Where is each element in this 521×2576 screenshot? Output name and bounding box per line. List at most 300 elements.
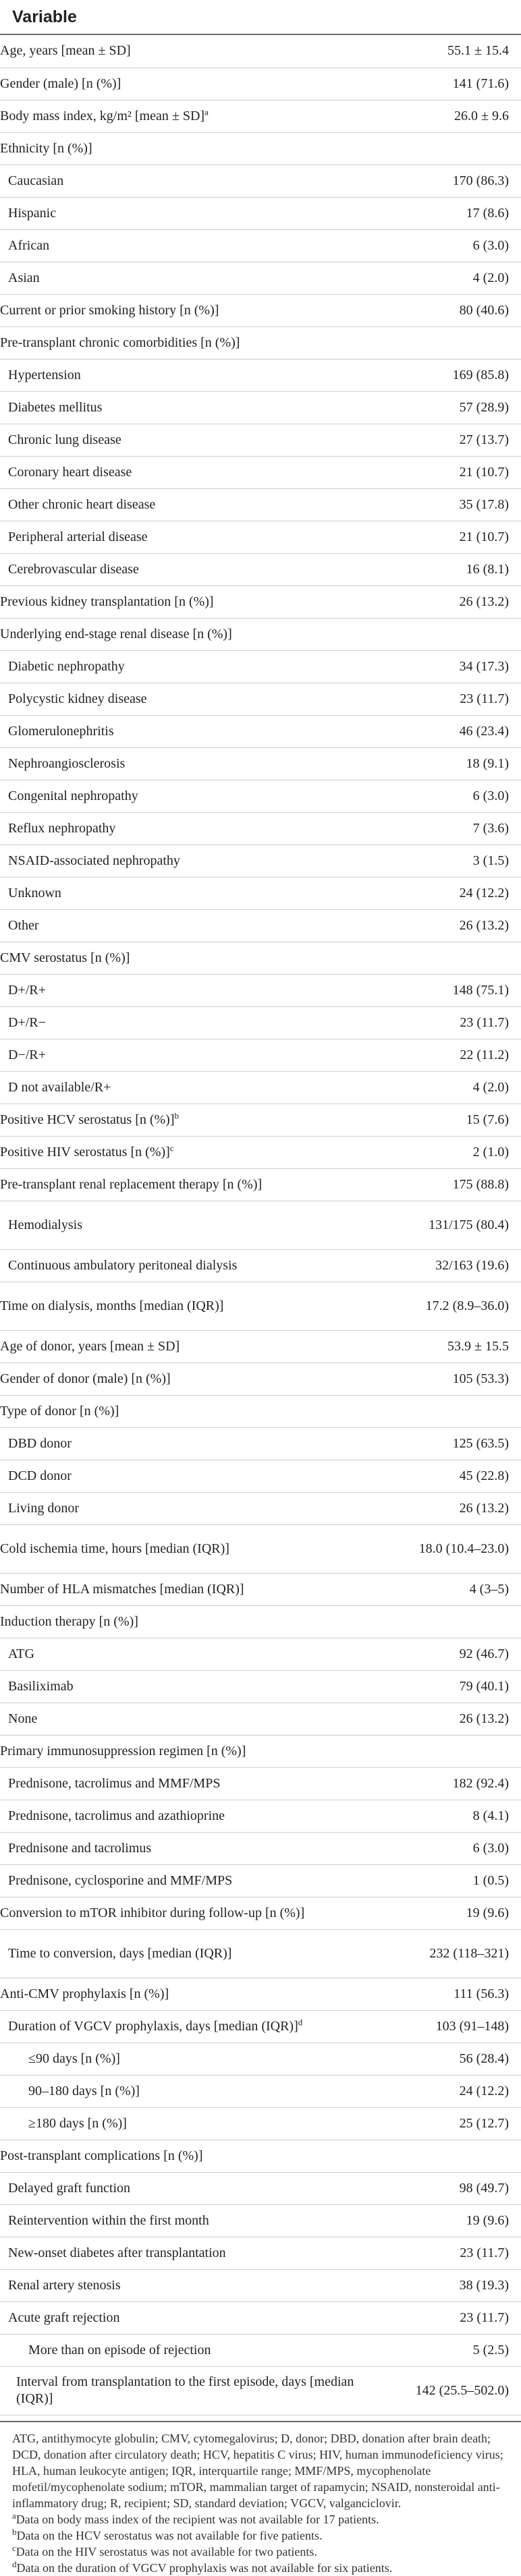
table-row (0, 1864, 521, 1897)
row-label (0, 909, 360, 942)
table-row (0, 715, 521, 747)
row-label-text: Gender (male) [n (%)] (0, 76, 121, 91)
row-label (0, 359, 360, 391)
row-value: 8 (4.1) (360, 1800, 521, 1832)
row-value (360, 132, 521, 165)
row-label (0, 2107, 360, 2140)
table-row (0, 197, 521, 229)
row-label-text: D+/R− (8, 1014, 46, 1030)
table-row (0, 1735, 521, 1767)
row-label (0, 2010, 360, 2042)
row-label-text: Renal artery stenosis (8, 2277, 121, 2293)
row-label-text: Asian (8, 270, 40, 285)
row-label-text: More than on episode of rejection (28, 2342, 211, 2357)
row-label (0, 974, 360, 1006)
row-value: 7 (3.6) (360, 812, 521, 845)
row-value: 92 (46.7) (360, 1638, 521, 1670)
row-value: 21 (10.7) (360, 521, 521, 553)
row-label-text: 90–180 days [n (%)] (28, 2083, 140, 2098)
row-label-text: Positive HCV serostatus [n (%)] (0, 1112, 175, 1127)
row-label (0, 877, 360, 909)
row-label (0, 2301, 360, 2334)
row-label (0, 1978, 360, 2010)
footnote-text: Data on the HCV serostatus was not available for five patients. (16, 2528, 323, 2542)
row-value (360, 618, 521, 650)
row-label-text: Peripheral arterial disease (8, 529, 148, 544)
row-label (0, 488, 360, 521)
row-label-text: Nephroangiosclerosis (8, 755, 126, 771)
abbreviations-note: ATG, antithymocyte globulin; CMV, cytomegalovirus; D, donor; DBD, donation after brain death; DCD, donation after circulatory death; HCV, hepatitis C virus; HIV, human immunodeficiency virus; HLA, human leukocyte antigen; IQR, interquartile range; MMF/MPS, mycophenolate mofetil/mycophenolate sodium; mTOR, mammalian target of rapamycin; NSAID, nonsteroidal anti-inflammatory drug; R, recipient; SD, standard deviation; VGCV, valganciclovir. (12, 2431, 503, 2510)
row-label (0, 585, 360, 618)
footnote (12, 2544, 509, 2560)
row-value (360, 326, 521, 359)
row-label (0, 2334, 360, 2366)
row-value: 169 (85.8) (360, 359, 521, 391)
table-row (0, 812, 521, 845)
row-label (0, 2140, 360, 2172)
row-label (0, 1201, 360, 1249)
table-row (0, 1978, 521, 2010)
row-value: 26 (13.2) (360, 1492, 521, 1524)
row-value (360, 1605, 521, 1638)
row-label-text: Other (8, 917, 39, 933)
row-value: 5 (2.5) (360, 2334, 521, 2366)
table-row (0, 618, 521, 650)
row-label (0, 1168, 360, 1201)
row-label (0, 683, 360, 715)
row-value: 3 (1.5) (360, 845, 521, 877)
table-row (0, 2140, 521, 2172)
row-label (0, 35, 360, 67)
table-row (0, 67, 521, 100)
table-row (0, 780, 521, 812)
table-row (0, 2237, 521, 2269)
row-label-text: Current or prior smoking history [n (%)] (0, 302, 219, 318)
table-row (0, 747, 521, 780)
table-row (0, 2366, 521, 2415)
table-row (0, 2172, 521, 2204)
row-label-text: Interval from transplantation to the first episode, days [median (IQR)] (16, 2374, 354, 2406)
table-row (0, 2269, 521, 2301)
row-label-text: Previous kidney transplantation [n (%)] (0, 594, 214, 609)
row-label-text: Living donor (8, 1500, 79, 1516)
row-value: 18 (9.1) (360, 747, 521, 780)
row-label (0, 424, 360, 456)
row-label-text: Prednisone, tacrolimus and azathioprine (8, 1808, 225, 1823)
row-label (0, 1492, 360, 1524)
row-value: 232 (118–321) (360, 1929, 521, 1978)
row-label-text: CMV serostatus [n (%)] (0, 950, 130, 965)
row-label-text: Age, years [mean ± SD] (0, 43, 131, 59)
row-value: 55.1 ± 15.4 (360, 35, 521, 67)
footnote-marker: b (174, 1110, 179, 1120)
table-row (0, 359, 521, 391)
table-row (0, 1071, 521, 1104)
table-row (0, 326, 521, 359)
row-label-text: Glomerulonephritis (8, 723, 114, 739)
table-row (0, 585, 521, 618)
table-row (0, 1330, 521, 1363)
row-label (0, 1800, 360, 1832)
row-value: 26 (13.2) (360, 909, 521, 942)
row-value: 23 (11.7) (360, 2237, 521, 2269)
table-row (0, 488, 521, 521)
table-row (0, 1039, 521, 1071)
table-row (0, 877, 521, 909)
row-label (0, 1897, 360, 1929)
table-row (0, 2010, 521, 2042)
row-label (0, 1071, 360, 1104)
row-value (360, 2140, 521, 2172)
row-label-text: Primary immunosuppression regimen [n (%)] (0, 1743, 246, 1758)
row-value: 26 (13.2) (360, 1702, 521, 1735)
table-row (0, 683, 521, 715)
row-label-text: Pre-transplant chronic comorbidities [n (%)] (0, 335, 240, 350)
row-label-text: ≤90 days [n (%)] (28, 2051, 120, 2066)
row-label (0, 618, 360, 650)
row-label (0, 132, 360, 165)
row-value: 170 (86.3) (360, 165, 521, 197)
table-row (0, 1897, 521, 1929)
row-value: 148 (75.1) (360, 974, 521, 1006)
row-label (0, 1524, 360, 1573)
table-body (0, 35, 521, 2415)
footnote-mark: d (12, 2558, 17, 2569)
row-value: 35 (17.8) (360, 488, 521, 521)
footnote-marker: d (298, 2016, 303, 2027)
row-label-text: Number of HLA mismatches [median (IQR)] (0, 1581, 244, 1597)
row-label-text: D+/R+ (8, 982, 46, 998)
footnote (12, 2527, 509, 2544)
table-row (0, 2334, 521, 2366)
row-label (0, 326, 360, 359)
row-label (0, 845, 360, 877)
row-value: 6 (3.0) (360, 229, 521, 262)
row-value: 1 (0.5) (360, 1864, 521, 1897)
row-value: 38 (19.3) (360, 2269, 521, 2301)
row-label (0, 1832, 360, 1864)
row-label-text: Duration of VGCV prophylaxis, days [median (IQR)] (8, 2018, 298, 2034)
table-row (0, 521, 521, 553)
row-label-text: Diabetic nephropathy (8, 658, 125, 674)
row-value: 53.9 ± 15.5 (360, 1330, 521, 1363)
row-label (0, 1670, 360, 1702)
row-label-text: Hispanic (8, 205, 57, 221)
row-label (0, 1638, 360, 1670)
row-label (0, 1104, 360, 1136)
row-label-text: NSAID-associated nephropathy (8, 853, 180, 868)
row-label (0, 100, 360, 132)
row-label-text: Unknown (8, 885, 61, 900)
row-value: 57 (28.9) (360, 391, 521, 424)
row-label (0, 165, 360, 197)
row-value: 6 (3.0) (360, 1832, 521, 1864)
row-value (360, 1735, 521, 1767)
row-label (0, 1702, 360, 1735)
row-label-text: Reintervention within the first month (8, 2212, 209, 2228)
row-label-text: Hypertension (8, 367, 81, 382)
row-value: 45 (22.8) (360, 1460, 521, 1492)
row-label (0, 1929, 360, 1978)
row-label (0, 1249, 360, 1282)
row-label (0, 229, 360, 262)
row-label (0, 2172, 360, 2204)
row-label-text: Positive HIV serostatus [n (%)] (0, 1144, 170, 1160)
row-label-text: Post-transplant complications [n (%)] (0, 2148, 203, 2163)
table-footnotes (0, 2421, 521, 2576)
row-value: 103 (91–148) (360, 2010, 521, 2042)
row-value: 19 (9.6) (360, 2204, 521, 2237)
row-label (0, 1605, 360, 1638)
table-row (0, 845, 521, 877)
row-label-text: Induction therapy [n (%)] (0, 1613, 138, 1629)
row-value: 141 (71.6) (360, 67, 521, 100)
table-row (0, 165, 521, 197)
row-label-text: Acute graft rejection (8, 2310, 120, 2325)
footnote (12, 2511, 509, 2527)
row-label (0, 262, 360, 294)
row-label-text: Time on dialysis, months [median (IQR)] (0, 1298, 224, 1313)
column-title-variable: Variable (12, 7, 77, 26)
row-value: 125 (63.5) (360, 1427, 521, 1460)
row-value (360, 1395, 521, 1427)
table-row (0, 1104, 521, 1136)
table-row (0, 1492, 521, 1524)
table-row (0, 1136, 521, 1168)
table-row (0, 2075, 521, 2107)
row-value: 24 (12.2) (360, 2075, 521, 2107)
row-label-text: None (8, 1711, 38, 1726)
table-row (0, 1929, 521, 1978)
row-label (0, 1039, 360, 1071)
row-value: 142 (25.5–502.0) (360, 2366, 521, 2415)
row-label-text: Type of donor [n (%)] (0, 1403, 119, 1419)
table-row (0, 1702, 521, 1735)
table-row (0, 1168, 521, 1201)
row-value: 4 (2.0) (360, 262, 521, 294)
row-label (0, 456, 360, 488)
row-label (0, 294, 360, 326)
table-row (0, 1638, 521, 1670)
table-row (0, 553, 521, 585)
row-label (0, 1330, 360, 1363)
row-label (0, 2366, 360, 2415)
table-row (0, 1767, 521, 1800)
row-value: 34 (17.3) (360, 650, 521, 683)
table-row (0, 294, 521, 326)
row-label-text: Cerebrovascular disease (8, 561, 139, 577)
row-label-text: DCD donor (8, 1468, 72, 1483)
row-value: 182 (92.4) (360, 1767, 521, 1800)
row-label-text: Conversion to mTOR inhibitor during follow-up [n (%)] (0, 1905, 305, 1920)
table-row (0, 909, 521, 942)
row-label-text: Anti-CMV prophylaxis [n (%)] (0, 1986, 169, 2001)
row-value: 80 (40.6) (360, 294, 521, 326)
footnote-marker: c (169, 1142, 174, 1153)
table-row (0, 391, 521, 424)
row-label-text: Body mass index, kg/m² [mean ± SD] (0, 108, 205, 123)
row-label-text: Prednisone and tacrolimus (8, 1840, 152, 1856)
table-row (0, 1006, 521, 1039)
row-value: 26 (13.2) (360, 585, 521, 618)
footnote-list (12, 2511, 509, 2576)
row-label (0, 1735, 360, 1767)
row-label (0, 715, 360, 747)
row-value: 175 (88.8) (360, 1168, 521, 1201)
table-row (0, 2107, 521, 2140)
row-label-text: Diabetes mellitus (8, 399, 103, 415)
row-label-text: Ethnicity [n (%)] (0, 140, 92, 156)
row-label (0, 942, 360, 974)
table-row (0, 1832, 521, 1864)
row-label (0, 2075, 360, 2107)
footnote-mark: b (12, 2526, 17, 2537)
table-row (0, 1282, 521, 1330)
row-label (0, 1573, 360, 1605)
row-value: 131/175 (80.4) (360, 1201, 521, 1249)
row-value: 4 (3–5) (360, 1573, 521, 1605)
row-label (0, 391, 360, 424)
row-label-text: Congenital nephropathy (8, 788, 138, 803)
row-label-text: Cold ischemia time, hours [median (IQR)] (0, 1541, 229, 1556)
row-label-text: Underlying end-stage renal disease [n (%)] (0, 626, 232, 641)
row-label (0, 67, 360, 100)
table-row (0, 1524, 521, 1573)
row-label (0, 1460, 360, 1492)
row-value: 105 (53.3) (360, 1363, 521, 1395)
table-row (0, 100, 521, 132)
row-label-text: Pre-transplant renal replacement therapy [n (%)] (0, 1176, 263, 1192)
row-label-text: Polycystic kidney disease (8, 691, 147, 706)
row-value: 23 (11.7) (360, 1006, 521, 1039)
row-label (0, 1395, 360, 1427)
row-value: 32/163 (19.6) (360, 1249, 521, 1282)
footnote-marker: a (204, 106, 209, 117)
row-value: 17.2 (8.9–36.0) (360, 1282, 521, 1330)
row-value: 24 (12.2) (360, 877, 521, 909)
row-value: 2 (1.0) (360, 1136, 521, 1168)
row-label (0, 2269, 360, 2301)
footnote-text: Data on the HIV serostatus was not available for two patients. (16, 2544, 317, 2558)
row-label-text: ≥180 days [n (%)] (28, 2115, 127, 2131)
table-row (0, 262, 521, 294)
row-value: 56 (28.4) (360, 2042, 521, 2075)
row-label-text: African (8, 237, 50, 253)
row-label-text: Caucasian (8, 173, 64, 188)
table-row (0, 1363, 521, 1395)
row-value: 46 (23.4) (360, 715, 521, 747)
row-value: 25 (12.7) (360, 2107, 521, 2140)
row-label-text: Hemodialysis (8, 1217, 82, 1232)
table-row (0, 1605, 521, 1638)
row-label (0, 1767, 360, 1800)
table-row (0, 1427, 521, 1460)
row-label (0, 2204, 360, 2237)
row-value: 18.0 (10.4–23.0) (360, 1524, 521, 1573)
row-label (0, 1282, 360, 1330)
row-value (360, 942, 521, 974)
row-label-text: Continuous ambulatory peritoneal dialysis (8, 1257, 238, 1273)
row-label-text: Chronic lung disease (8, 432, 121, 447)
row-value: 79 (40.1) (360, 1670, 521, 1702)
row-label-text: Other chronic heart disease (8, 496, 156, 512)
row-label (0, 197, 360, 229)
row-label (0, 2237, 360, 2269)
row-value: 98 (49.7) (360, 2172, 521, 2204)
table-row (0, 1800, 521, 1832)
table-row (0, 456, 521, 488)
row-value: 23 (11.7) (360, 683, 521, 715)
row-label-text: Reflux nephropathy (8, 820, 116, 836)
row-label (0, 1363, 360, 1395)
table-row (0, 650, 521, 683)
row-label-text: DBD donor (8, 1435, 72, 1451)
row-label (0, 2042, 360, 2075)
row-label-text: Delayed graft function (8, 2180, 131, 2196)
footnote-mark: c (12, 2542, 16, 2553)
table-row (0, 2301, 521, 2334)
row-label (0, 780, 360, 812)
row-value: 27 (13.7) (360, 424, 521, 456)
row-value: 4 (2.0) (360, 1071, 521, 1104)
row-label (0, 521, 360, 553)
row-value: 22 (11.2) (360, 1039, 521, 1071)
row-label-text: Basiliximab (8, 1678, 74, 1694)
table-row (0, 1249, 521, 1282)
table-row (0, 1201, 521, 1249)
row-label-text: Age of donor, years [mean ± SD] (0, 1338, 180, 1354)
row-value: 111 (56.3) (360, 1978, 521, 2010)
row-label-text: New-onset diabetes after transplantation (8, 2245, 226, 2260)
table-row (0, 942, 521, 974)
table-row (0, 1573, 521, 1605)
row-label (0, 812, 360, 845)
row-label-text: Prednisone, tacrolimus and MMF/MPS (8, 1775, 221, 1791)
row-value: 21 (10.7) (360, 456, 521, 488)
row-label (0, 1864, 360, 1897)
table-row (0, 229, 521, 262)
table-header (0, 0, 521, 35)
footnote-mark: a (12, 2510, 16, 2521)
row-label-text: ATG (8, 1646, 34, 1661)
characteristics-table (0, 35, 521, 2415)
row-value: 6 (3.0) (360, 780, 521, 812)
table-row (0, 2042, 521, 2075)
row-label-text: Time to conversion, days [median (IQR)] (8, 1945, 232, 1961)
row-value: 17 (8.6) (360, 197, 521, 229)
table-row (0, 1670, 521, 1702)
table-row (0, 1460, 521, 1492)
table-row (0, 1395, 521, 1427)
table-row (0, 132, 521, 165)
row-label-text: Prednisone, cyclosporine and MMF/MPS (8, 1872, 233, 1888)
footnote-text: Data on body mass index of the recipient was not available for 17 patients. (16, 2512, 379, 2526)
row-label-text: D−/R+ (8, 1047, 46, 1062)
row-label (0, 1427, 360, 1460)
row-label (0, 1136, 360, 1168)
row-label (0, 650, 360, 683)
row-label (0, 1006, 360, 1039)
row-value: 19 (9.6) (360, 1897, 521, 1929)
row-label-text: Coronary heart disease (8, 464, 132, 480)
row-value: 26.0 ± 9.6 (360, 100, 521, 132)
row-label-text: Gender of donor (male) [n (%)] (0, 1371, 171, 1386)
footnote (12, 2560, 509, 2576)
table-row (0, 974, 521, 1006)
row-label-text: D not available/R+ (8, 1079, 111, 1095)
row-label (0, 553, 360, 585)
row-value: 23 (11.7) (360, 2301, 521, 2334)
